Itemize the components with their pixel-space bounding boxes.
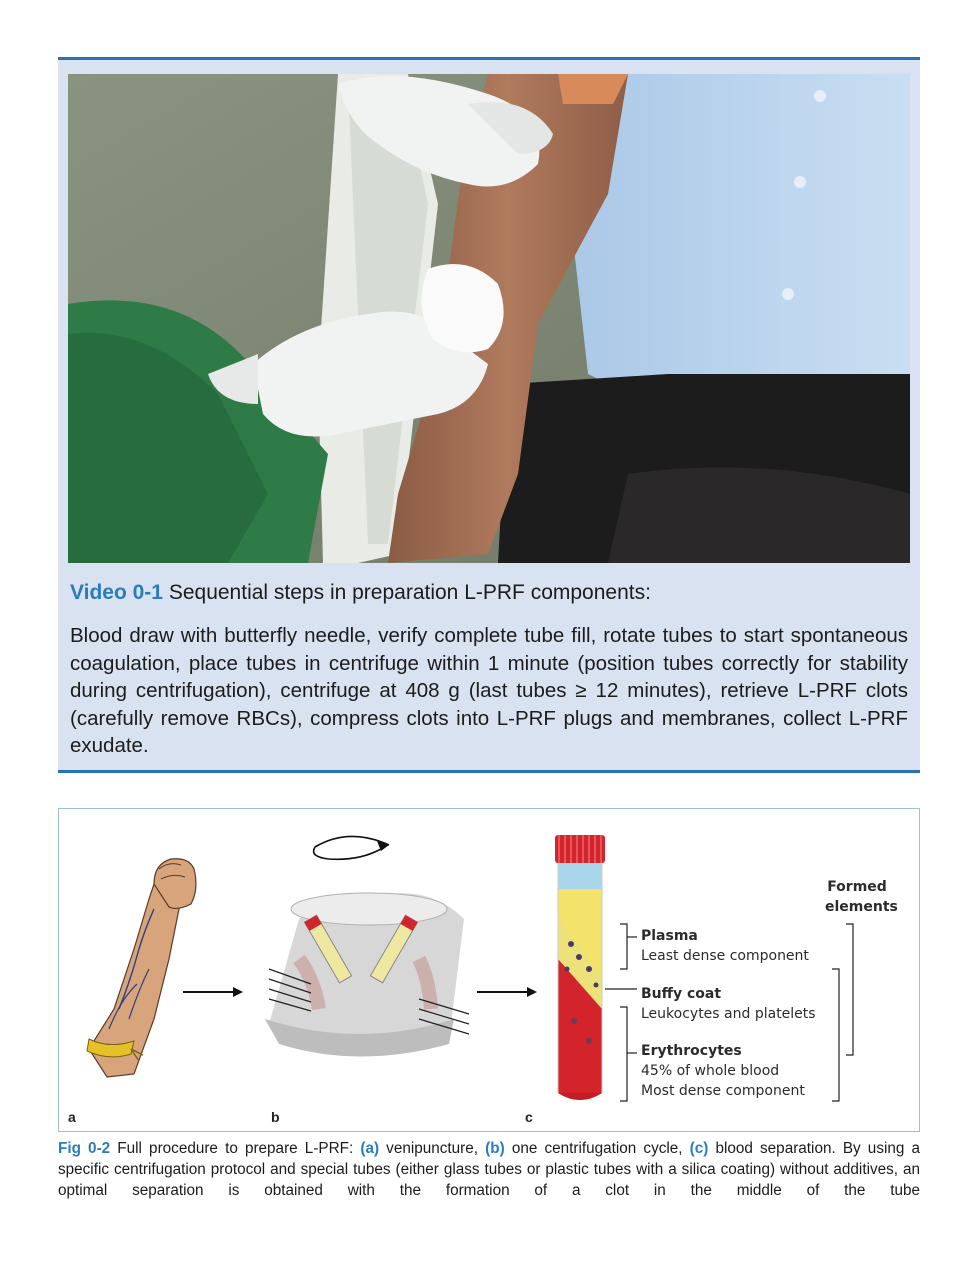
panel-c-letter: c xyxy=(525,1109,533,1125)
video-description: Blood draw with butterfly needle, verify complete tube fill, rotate tubes to start spontaneous coagulation, place tubes in centrifuge within 1 minute (position tubes correctly for stability during centrifugation), centrifuge at 408 g (last tubes ≥ 12 minutes), retrieve L-PRF clots (carefully remove RBCs), compress clots into L-PRF plugs and membranes, collect L-PRF exudate. xyxy=(70,624,908,758)
venipuncture-arm-illustration xyxy=(87,859,196,1077)
video-title-text: Sequential steps in preparation L-PRF components: xyxy=(168,581,651,604)
panel-b-letter: b xyxy=(271,1109,280,1125)
figure-caption xyxy=(58,1138,920,1201)
arrow-icon xyxy=(477,987,537,997)
formed-line-1: Formed xyxy=(827,879,887,895)
centrifuge-illustration xyxy=(265,836,469,1056)
video-label: Video 0-1 xyxy=(70,581,163,604)
buffy-coat-desc: Leukocytes and platelets xyxy=(641,1006,816,1022)
formed-line-2: elements xyxy=(825,899,898,915)
erythrocytes-desc-1: 45% of whole blood xyxy=(641,1063,780,1079)
erythrocytes-desc-2: Most dense component xyxy=(641,1083,805,1099)
caption-text-4: blood separation. By using a specific centrifugation protocol and special tubes (either glass tubes or plastic tubes with a silica coating) without additives, an optimal separation is obtained with the formation of a clot in the middle of the tube xyxy=(58,1140,921,1199)
venipuncture-video-still xyxy=(68,74,910,563)
video-player[interactable] xyxy=(68,74,910,563)
erythrocytes-label: Erythrocytes xyxy=(641,1043,742,1059)
formed-elements-label xyxy=(825,877,898,917)
caption-ref-c: (c) xyxy=(689,1140,709,1157)
caption-ref-b: (b) xyxy=(485,1140,505,1157)
video-panel xyxy=(58,57,920,773)
caption-text-1: Full procedure to prepare L-PRF: xyxy=(110,1140,361,1157)
caption-text-3: one centrifugation cycle, xyxy=(504,1140,690,1157)
blood-tube-illustration xyxy=(555,835,605,1100)
arrow-icon xyxy=(183,987,243,997)
panel-a-letter: a xyxy=(68,1109,76,1125)
buffy-coat-label: Buffy coat xyxy=(641,986,722,1002)
figure-0-2 xyxy=(58,808,920,1132)
plasma-desc: Least dense component xyxy=(641,948,809,964)
caption-label: Fig 0-2 xyxy=(58,1140,111,1157)
plasma-label: Plasma xyxy=(641,928,698,944)
caption-ref-a: (a) xyxy=(360,1140,380,1157)
caption-text-2: venipuncture, xyxy=(379,1140,486,1157)
video-title xyxy=(70,580,651,606)
